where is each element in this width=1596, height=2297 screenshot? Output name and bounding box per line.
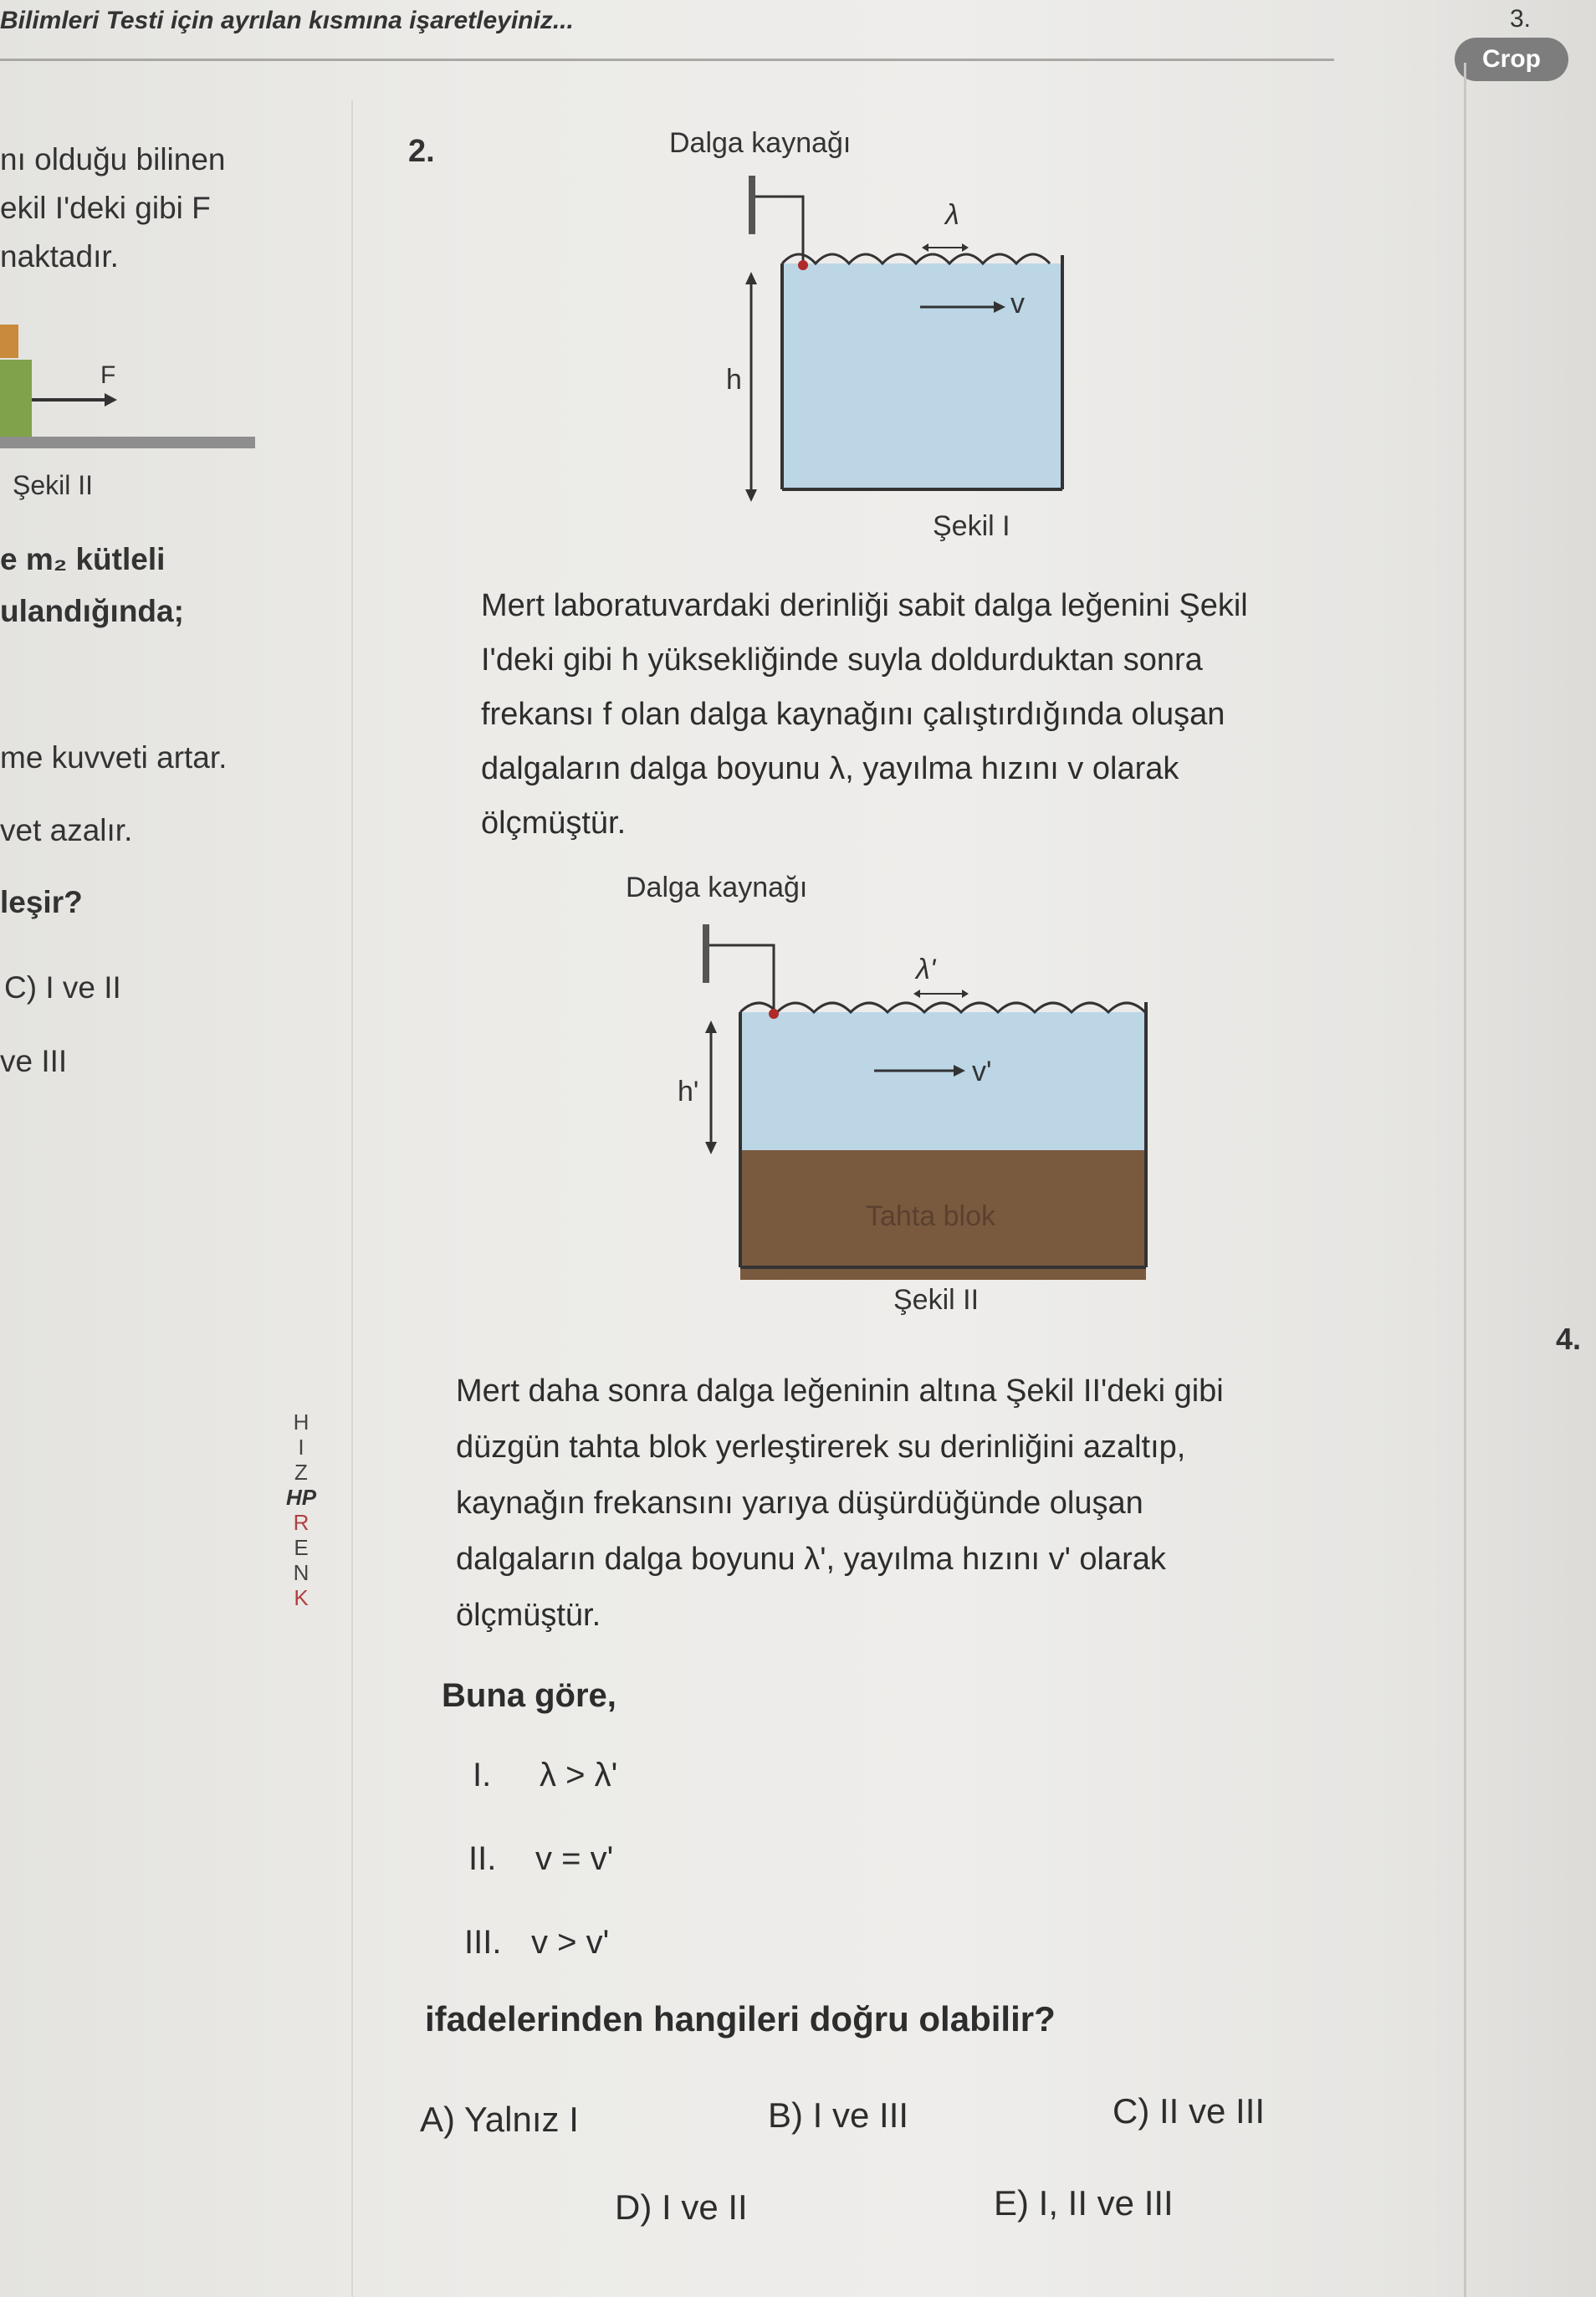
brand-letter: N <box>293 1560 309 1585</box>
fig2-height-arrowhead-top <box>705 1021 717 1033</box>
fig1-height-arrowhead-top <box>745 272 757 284</box>
page-right-edge <box>1464 63 1466 2297</box>
paragraph1-line-2: I'deki gibi h yüksekliğinde suyla doldurduktan sonra <box>481 642 1203 678</box>
fig1-lambda-label: λ <box>945 199 959 231</box>
fig1-height-label: h <box>726 364 742 396</box>
paragraph2-line-1: Mert daha sonra dalga leğeninin altına Şekil II'deki gibi <box>456 1374 1224 1409</box>
question-lead: Buna göre, <box>442 1677 616 1714</box>
statement-1 <box>473 1757 617 1794</box>
column-divider <box>351 100 353 2297</box>
left-option-e[interactable]: ve III <box>0 1044 68 1078</box>
paragraph2-line-4: dalgaların dalga boyunu λ', yayılma hızını v' olarak <box>456 1542 1166 1577</box>
fig2-lambda-label: λ' <box>916 954 936 985</box>
force-label: F <box>100 361 116 389</box>
question-number: 2. <box>408 134 435 169</box>
fig1-caption: Şekil I <box>933 510 1010 542</box>
option-e[interactable]: E) I, II ve III <box>994 2183 1174 2223</box>
option-b[interactable]: B) I ve III <box>768 2095 909 2135</box>
brand-letter: E <box>294 1535 309 1560</box>
paragraph1-line-5: ölçmüştür. <box>481 806 627 841</box>
header-instruction: Bilimleri Testi için ayrılan kısmına işaretleyiniz... <box>0 7 574 34</box>
left-option-c[interactable]: C) I ve II <box>4 970 121 1005</box>
fig2-water <box>740 1012 1146 1150</box>
ground-surface <box>0 437 255 448</box>
fig2-block-label: Tahta blok <box>866 1200 995 1232</box>
brand-letter: K <box>294 1585 309 1610</box>
left-text-line-3: naktadır. <box>0 239 119 274</box>
fig1-source-tip <box>798 260 808 270</box>
paragraph2-line-5: ölçmüştür. <box>456 1598 601 1633</box>
statement-3 <box>464 1924 609 1962</box>
paragraph1-line-1: Mert laboratuvardaki derinliği sabit dalga leğenini Şekil <box>481 588 1248 623</box>
fig2-wave-surface <box>740 1003 1145 1012</box>
fig2-lambda-arrowhead-right <box>962 990 969 998</box>
fig1-lambda-arrowhead-right <box>962 243 969 252</box>
paragraph1-line-3: frekansı f olan dalga kaynağını çalıştırdığında oluşan <box>481 697 1225 732</box>
force-arrowhead <box>105 393 117 407</box>
large-mass-box <box>0 360 32 437</box>
question-paragraph-1 <box>481 579 1248 851</box>
crop-button[interactable]: Crop <box>1455 38 1568 81</box>
vertical-brand-text <box>284 1409 318 1610</box>
fig1-source-label: Dalga kaynağı <box>669 127 852 159</box>
fig2-source-label: Dalga kaynağı <box>626 872 808 903</box>
fig1-height-arrowhead-bottom <box>745 489 757 502</box>
left-text-line-1: nı olduğu bilinen <box>0 142 226 176</box>
left-figure-caption: Şekil II <box>13 470 94 500</box>
question-paragraph-2 <box>456 1363 1224 1644</box>
left-text-line-8: leşir? <box>0 885 83 919</box>
paragraph1-line-4: dalgaların dalga boyunu λ, yayılma hızını v olarak <box>481 751 1179 786</box>
next-question-number: 4. <box>1556 1322 1582 1356</box>
left-text-line-6: me kuvveti artar. <box>0 740 228 775</box>
statement-1-text: λ > λ' <box>540 1757 618 1793</box>
fig2-source-tip <box>769 1009 779 1019</box>
fig2-height-label: h' <box>678 1076 699 1108</box>
left-text-line-7: vet azalır. <box>0 813 133 847</box>
fig2-source-arm <box>709 945 774 1012</box>
paragraph2-line-2: düzgün tahta blok yerleştirerek su derinliğini azaltıp, <box>456 1430 1186 1465</box>
small-mass-box <box>0 325 18 358</box>
statement-3-text: v > v' <box>531 1924 610 1961</box>
left-text-m2: e m₂ kütleli <box>0 542 166 576</box>
option-d[interactable]: D) I ve II <box>615 2187 748 2227</box>
question-prompt: ifadelerinden hangileri doğru olabilir? <box>425 1999 1056 2039</box>
fig1-lambda-arrowhead-left <box>922 243 928 252</box>
statement-2 <box>468 1840 613 1878</box>
header-rule <box>0 59 1334 61</box>
fig2-lambda-arrowhead-left <box>913 990 920 998</box>
option-a[interactable]: A) Yalnız I <box>420 2100 579 2139</box>
statement-2-text: v = v' <box>535 1840 614 1877</box>
left-figure-block-force <box>0 310 259 464</box>
left-text-line-5: ulandığında; <box>0 594 184 628</box>
brand-letter: Z <box>294 1460 308 1485</box>
brand-letter: H <box>293 1409 309 1435</box>
fig2-caption: Şekil II <box>893 1284 980 1316</box>
statement-3-number: III. <box>464 1924 502 1961</box>
header-page-number: 3. <box>1510 5 1532 33</box>
fig2-velocity-label: v' <box>972 1056 992 1087</box>
left-text-line-2: ekil I'deki gibi F <box>0 191 211 225</box>
fig2-height-arrowhead-bottom <box>705 1142 717 1154</box>
fig1-velocity-label: v <box>1010 288 1025 320</box>
statement-1-number: I. <box>473 1757 492 1793</box>
option-c[interactable]: C) II ve III <box>1113 2091 1266 2131</box>
fig2-source-stand <box>703 924 709 983</box>
statement-2-number: II. <box>468 1840 497 1877</box>
brand-letter: R <box>293 1510 309 1535</box>
brand-letter: I <box>298 1435 304 1460</box>
brand-letter: HP <box>285 1485 317 1510</box>
fig1-source-stand <box>749 176 755 234</box>
paragraph2-line-3: kaynağın frekansını yarıya düşürdüğünde oluşan <box>456 1486 1143 1521</box>
